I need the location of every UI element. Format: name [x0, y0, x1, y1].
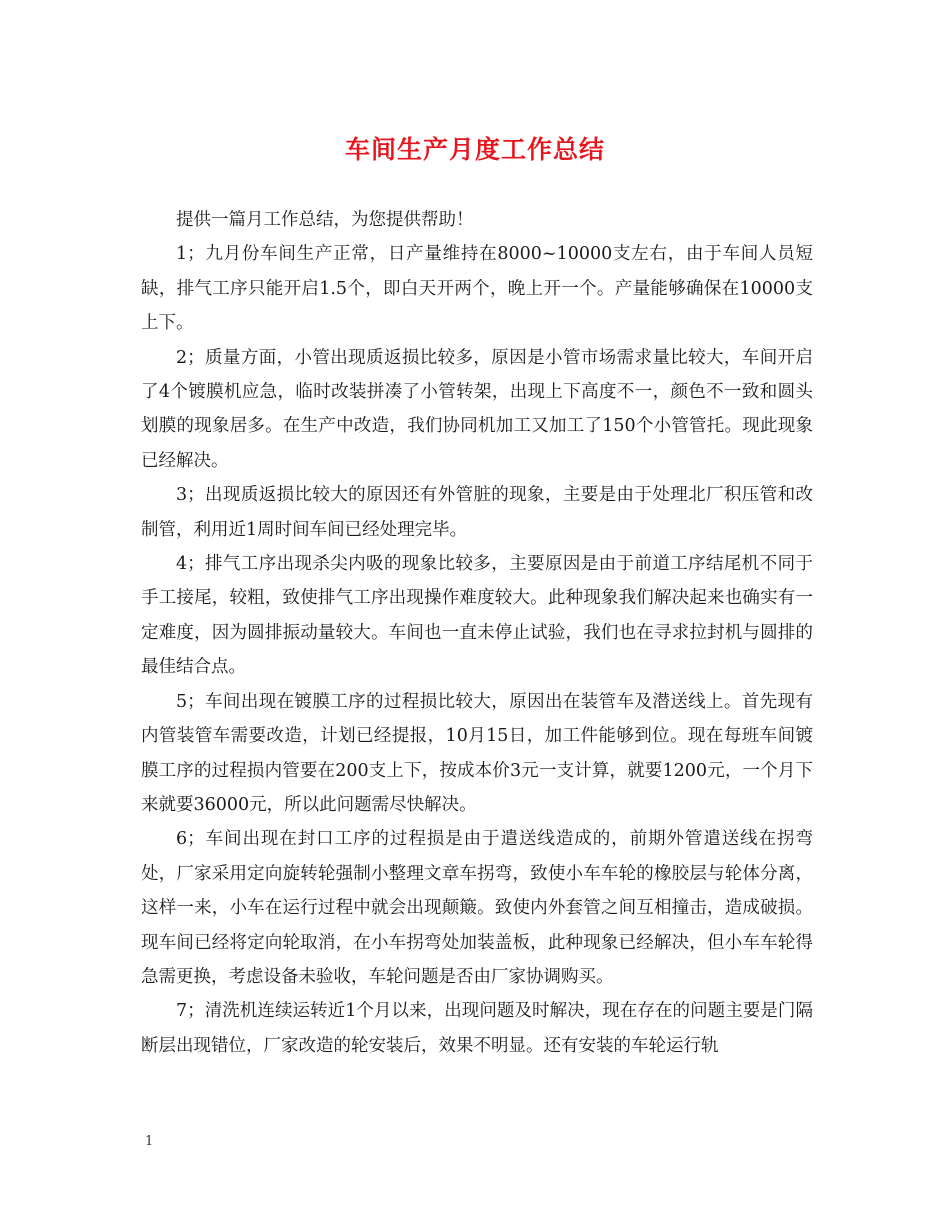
document-body [141, 203, 813, 1063]
paragraph-5: 5；车间出现在镀膜工序的过程损比较大，原因出在装管车及潜送线上。首先现有内管装管车需要改造，计划已经提报，10月15日，加工件能够到位。现在每班车间镀膜工序的过程损内管要在200支上下，按成本价3元一支计算，就要1200元，一个月下来就要36000元，所以此问题需尽快解决。 [141, 691, 813, 815]
paragraph-4: 4；排气工序出现杀尖内吸的现象比较多，主要原因是由于前道工序结尾机不同于手工接尾，较粗，致使排气工序出现操作难度较大。此种现象我们解决起来也确实有一定难度，因为圆排振动量较大。车间也一直未停止试验，我们也在寻求拉封机与圆排的最佳结合点。 [141, 554, 813, 678]
paragraph-1: 1；九月份车间生产正常，日产量维持在8000~10000支左右，由于车间人员短缺，排气工序只能开启1.5个，即白天开两个，晚上开一个。产量能够确保在10000支上下。 [141, 244, 813, 334]
paragraph-2: 2；质量方面，小管出现质返损比较多，原因是小管市场需求量比较大，车间开启了4个镀膜机应急，临时改装拼凑了小管转架，出现上下高度不一，颜色不一致和圆头划膜的现象居多。在生产中改造，我们协同机加工又加工了150个小管管托。现此现象已经解决。 [141, 347, 813, 471]
paragraph-6: 6；车间出现在封口工序的过程损是由于遣送线造成的，前期外管遣送线在拐弯处，厂家采用定向旋转轮强制小整理文章车拐弯，致使小车车轮的橡胶层与轮体分离，这样一来，小车在运行过程中就会出现颠簸。致使内外套管之间互相撞击，造成破损。现车间已经将定向轮取消，在小车拐弯处加装盖板，此种现象已经解决，但小车车轮得急需更换，考虑设备未验收，车轮问题是否由厂家协调购买。 [141, 829, 813, 987]
intro-paragraph: 提供一篇月工作总结，为您提供帮助！ [176, 210, 474, 230]
paragraph-3: 3；出现质返损比较大的原因还有外管脏的现象，主要是由于处理北厂积压管和改制管，利用近1周时间车间已经处理完毕。 [141, 485, 813, 540]
paragraph-7: 7；清洗机连续运转近1个月以来，出现问题及时解决，现在存在的问题主要是门隔断层出现错位，厂家改造的轮安装后，效果不明显。还有安装的车轮运行轨 [141, 1001, 813, 1056]
document-title: 车间生产月度工作总结 [344, 135, 605, 164]
page-number: 1 [145, 1134, 154, 1149]
